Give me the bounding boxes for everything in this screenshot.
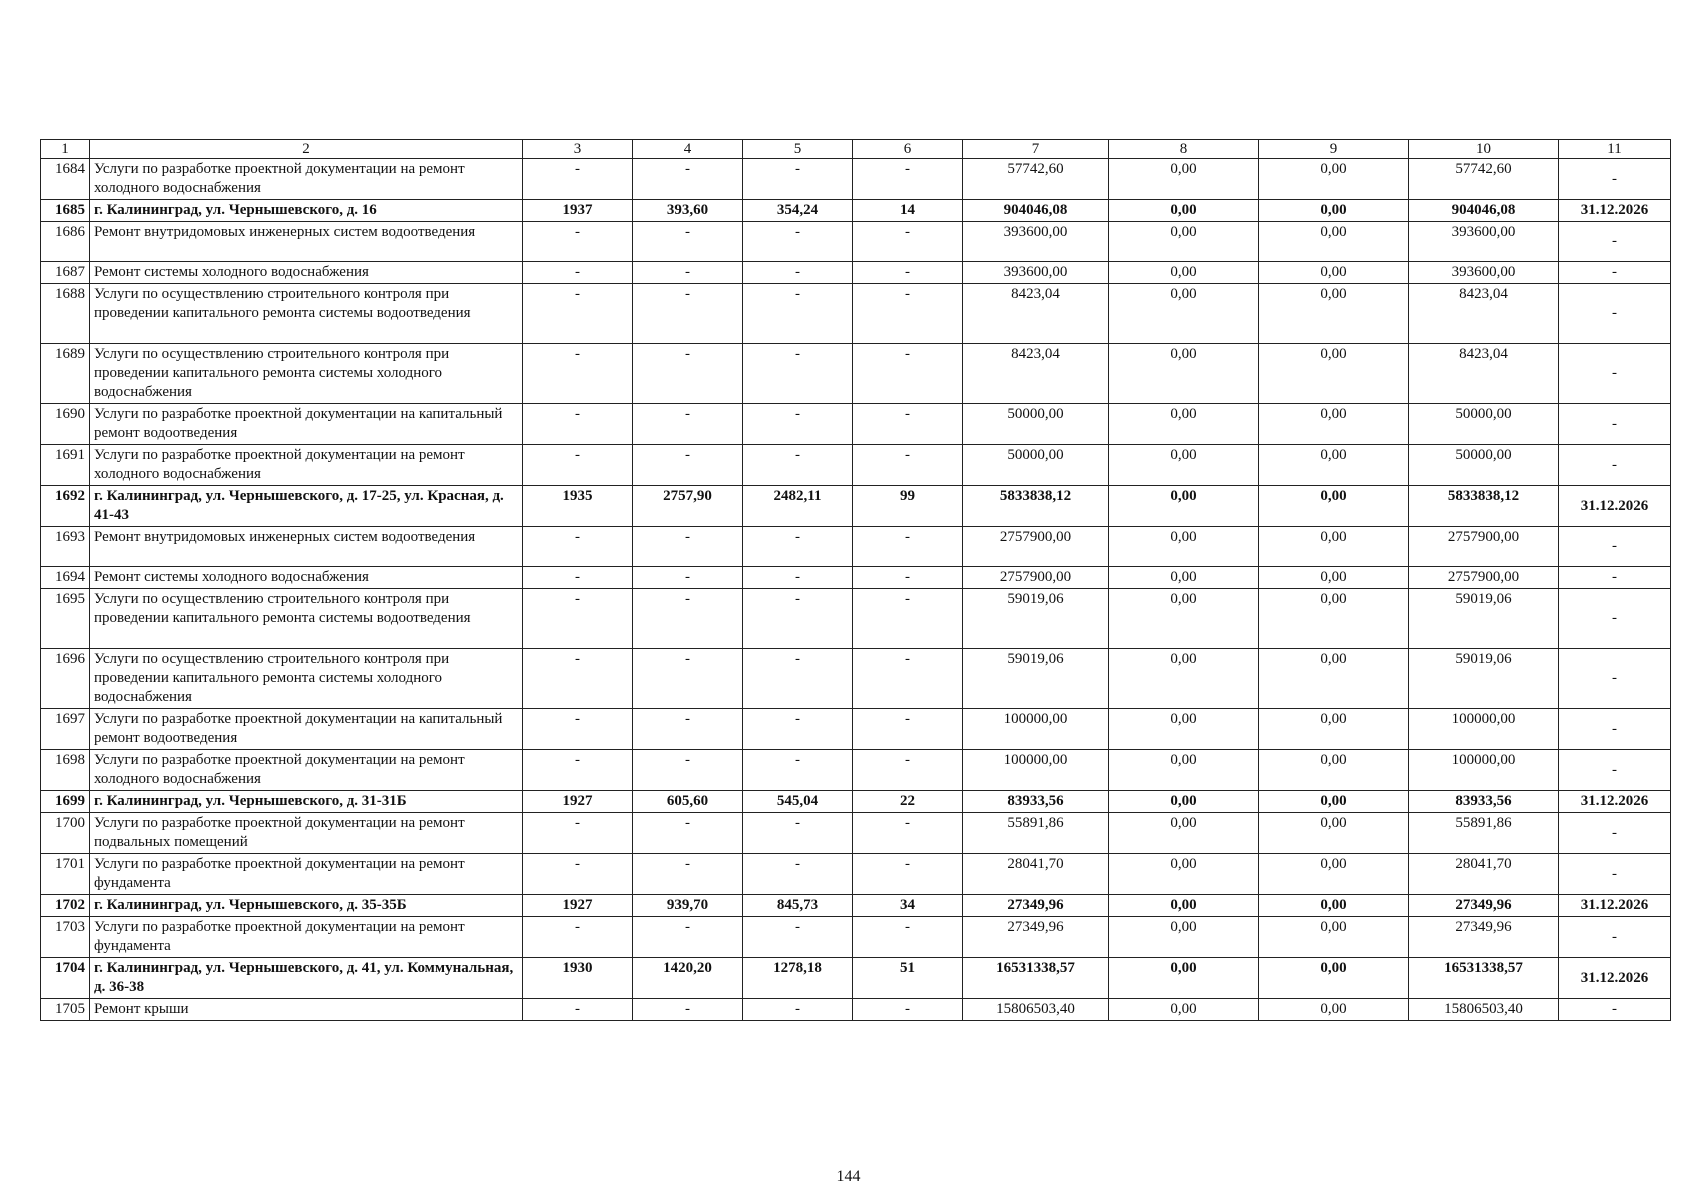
other-cost: 0,00: [1259, 527, 1409, 567]
header-row: [41, 140, 1671, 159]
year-built: -: [523, 813, 633, 854]
header-cell: 9: [1259, 140, 1409, 159]
year-built: -: [523, 284, 633, 344]
work-row: [41, 284, 1671, 344]
row-number: 1690: [41, 404, 90, 445]
header-cell: 6: [853, 140, 963, 159]
year-built: -: [523, 445, 633, 486]
completion-date: -: [1559, 567, 1671, 589]
owners-cost: 59019,06: [1409, 589, 1559, 649]
header-cell: 11: [1559, 140, 1671, 159]
fund-cost: 0,00: [1109, 159, 1259, 200]
other-cost: 0,00: [1259, 589, 1409, 649]
table-body: [41, 140, 1671, 1021]
residents: -: [853, 404, 963, 445]
residents: 34: [853, 895, 963, 917]
total-area: 1420,20: [633, 958, 743, 999]
year-built: -: [523, 262, 633, 284]
total-cost: 8423,04: [963, 344, 1109, 404]
fund-cost: 0,00: [1109, 750, 1259, 791]
work-name: г. Калининград, ул. Чернышевского, д. 17-25, ул. Красная, д. 41-43: [90, 486, 523, 527]
owners-cost: 5833838,12: [1409, 486, 1559, 527]
work-name: Ремонт внутридомовых инженерных систем водоотведения: [90, 222, 523, 262]
fund-cost: 0,00: [1109, 999, 1259, 1021]
completion-date: -: [1559, 750, 1671, 791]
address-row: [41, 958, 1671, 999]
work-row: [41, 750, 1671, 791]
work-row: [41, 159, 1671, 200]
row-number: 1699: [41, 791, 90, 813]
owners-cost: 28041,70: [1409, 854, 1559, 895]
completion-date: -: [1559, 159, 1671, 200]
year-built: -: [523, 709, 633, 750]
work-name: Услуги по разработке проектной документации на ремонт подвальных помещений: [90, 813, 523, 854]
living-area: -: [743, 222, 853, 262]
row-number: 1686: [41, 222, 90, 262]
total-area: -: [633, 527, 743, 567]
work-name: Услуги по осуществлению строительного контроля при проведении капитального ремонта системы холодного водоснабжения: [90, 649, 523, 709]
other-cost: 0,00: [1259, 200, 1409, 222]
owners-cost: 2757900,00: [1409, 527, 1559, 567]
total-area: -: [633, 999, 743, 1021]
other-cost: 0,00: [1259, 999, 1409, 1021]
total-cost: 15806503,40: [963, 999, 1109, 1021]
year-built: -: [523, 404, 633, 445]
living-area: 354,24: [743, 200, 853, 222]
work-name: Услуги по разработке проектной документации на капитальный ремонт водоотведения: [90, 404, 523, 445]
residents: -: [853, 222, 963, 262]
residents: -: [853, 262, 963, 284]
work-name: Услуги по разработке проектной документации на ремонт холодного водоснабжения: [90, 159, 523, 200]
other-cost: 0,00: [1259, 958, 1409, 999]
total-cost: 50000,00: [963, 445, 1109, 486]
other-cost: 0,00: [1259, 917, 1409, 958]
completion-date: -: [1559, 999, 1671, 1021]
total-area: -: [633, 445, 743, 486]
year-built: -: [523, 567, 633, 589]
living-area: -: [743, 709, 853, 750]
total-area: 2757,90: [633, 486, 743, 527]
other-cost: 0,00: [1259, 404, 1409, 445]
total-area: 939,70: [633, 895, 743, 917]
row-number: 1696: [41, 649, 90, 709]
work-row: [41, 917, 1671, 958]
completion-date: -: [1559, 589, 1671, 649]
work-row: [41, 999, 1671, 1021]
living-area: -: [743, 649, 853, 709]
living-area: -: [743, 404, 853, 445]
living-area: -: [743, 159, 853, 200]
work-name: Услуги по разработке проектной документации на ремонт фундамента: [90, 917, 523, 958]
row-number: 1701: [41, 854, 90, 895]
row-number: 1687: [41, 262, 90, 284]
total-cost: 83933,56: [963, 791, 1109, 813]
completion-date: 31.12.2026: [1559, 486, 1671, 527]
other-cost: 0,00: [1259, 813, 1409, 854]
other-cost: 0,00: [1259, 262, 1409, 284]
header-cell: 7: [963, 140, 1109, 159]
completion-date: -: [1559, 445, 1671, 486]
total-cost: 27349,96: [963, 895, 1109, 917]
fund-cost: 0,00: [1109, 709, 1259, 750]
owners-cost: 100000,00: [1409, 709, 1559, 750]
row-number: 1705: [41, 999, 90, 1021]
completion-date: 31.12.2026: [1559, 200, 1671, 222]
work-name: Услуги по осуществлению строительного контроля при проведении капитального ремонта системы водоотведения: [90, 589, 523, 649]
work-name: Ремонт системы холодного водоснабжения: [90, 567, 523, 589]
year-built: -: [523, 649, 633, 709]
residents: -: [853, 813, 963, 854]
total-cost: 27349,96: [963, 917, 1109, 958]
fund-cost: 0,00: [1109, 344, 1259, 404]
work-name: Ремонт системы холодного водоснабжения: [90, 262, 523, 284]
residents: -: [853, 709, 963, 750]
year-built: -: [523, 159, 633, 200]
residents: 14: [853, 200, 963, 222]
work-row: [41, 813, 1671, 854]
living-area: -: [743, 813, 853, 854]
owners-cost: 904046,08: [1409, 200, 1559, 222]
total-area: 605,60: [633, 791, 743, 813]
header-cell: 8: [1109, 140, 1259, 159]
residents: -: [853, 917, 963, 958]
owners-cost: 27349,96: [1409, 895, 1559, 917]
total-area: -: [633, 750, 743, 791]
row-number: 1695: [41, 589, 90, 649]
header-cell: 4: [633, 140, 743, 159]
row-number: 1691: [41, 445, 90, 486]
residents: -: [853, 999, 963, 1021]
row-number: 1685: [41, 200, 90, 222]
other-cost: 0,00: [1259, 284, 1409, 344]
total-cost: 2757900,00: [963, 527, 1109, 567]
living-area: -: [743, 589, 853, 649]
residents: 99: [853, 486, 963, 527]
fund-cost: 0,00: [1109, 917, 1259, 958]
total-cost: 28041,70: [963, 854, 1109, 895]
living-area: -: [743, 917, 853, 958]
fund-cost: 0,00: [1109, 200, 1259, 222]
address-row: [41, 200, 1671, 222]
header-cell: 3: [523, 140, 633, 159]
work-name: г. Калининград, ул. Чернышевского, д. 35-35Б: [90, 895, 523, 917]
residents: -: [853, 750, 963, 791]
total-area: -: [633, 262, 743, 284]
living-area: -: [743, 445, 853, 486]
living-area: -: [743, 262, 853, 284]
total-area: -: [633, 344, 743, 404]
row-number: 1692: [41, 486, 90, 527]
work-name: Услуги по осуществлению строительного контроля при проведении капитального ремонта системы водоотведения: [90, 284, 523, 344]
row-number: 1693: [41, 527, 90, 567]
year-built: 1927: [523, 791, 633, 813]
living-area: -: [743, 344, 853, 404]
total-cost: 393600,00: [963, 222, 1109, 262]
total-area: 393,60: [633, 200, 743, 222]
residents: -: [853, 589, 963, 649]
owners-cost: 59019,06: [1409, 649, 1559, 709]
other-cost: 0,00: [1259, 486, 1409, 527]
other-cost: 0,00: [1259, 649, 1409, 709]
residents: -: [853, 445, 963, 486]
row-number: 1698: [41, 750, 90, 791]
work-row: [41, 445, 1671, 486]
total-area: -: [633, 159, 743, 200]
fund-cost: 0,00: [1109, 262, 1259, 284]
other-cost: 0,00: [1259, 895, 1409, 917]
fund-cost: 0,00: [1109, 527, 1259, 567]
living-area: 2482,11: [743, 486, 853, 527]
other-cost: 0,00: [1259, 222, 1409, 262]
residents: -: [853, 159, 963, 200]
work-name: Услуги по разработке проектной документации на ремонт холодного водоснабжения: [90, 445, 523, 486]
living-area: -: [743, 284, 853, 344]
works-table: [40, 139, 1671, 1021]
completion-date: -: [1559, 813, 1671, 854]
completion-date: -: [1559, 709, 1671, 750]
fund-cost: 0,00: [1109, 791, 1259, 813]
work-row: [41, 344, 1671, 404]
year-built: 1937: [523, 200, 633, 222]
total-cost: 2757900,00: [963, 567, 1109, 589]
work-name: Ремонт крыши: [90, 999, 523, 1021]
year-built: -: [523, 917, 633, 958]
fund-cost: 0,00: [1109, 445, 1259, 486]
total-area: -: [633, 649, 743, 709]
living-area: -: [743, 999, 853, 1021]
other-cost: 0,00: [1259, 159, 1409, 200]
row-number: 1684: [41, 159, 90, 200]
work-name: г. Калининград, ул. Чернышевского, д. 31-31Б: [90, 791, 523, 813]
owners-cost: 2757900,00: [1409, 567, 1559, 589]
completion-date: 31.12.2026: [1559, 958, 1671, 999]
fund-cost: 0,00: [1109, 567, 1259, 589]
owners-cost: 8423,04: [1409, 344, 1559, 404]
work-name: г. Калининград, ул. Чернышевского, д. 16: [90, 200, 523, 222]
completion-date: -: [1559, 527, 1671, 567]
owners-cost: 8423,04: [1409, 284, 1559, 344]
residents: 51: [853, 958, 963, 999]
owners-cost: 393600,00: [1409, 222, 1559, 262]
completion-date: 31.12.2026: [1559, 791, 1671, 813]
owners-cost: 50000,00: [1409, 404, 1559, 445]
total-area: -: [633, 917, 743, 958]
total-area: -: [633, 567, 743, 589]
total-area: -: [633, 404, 743, 445]
living-area: -: [743, 854, 853, 895]
owners-cost: 83933,56: [1409, 791, 1559, 813]
year-built: -: [523, 999, 633, 1021]
year-built: -: [523, 344, 633, 404]
address-row: [41, 791, 1671, 813]
total-cost: 100000,00: [963, 750, 1109, 791]
fund-cost: 0,00: [1109, 854, 1259, 895]
owners-cost: 50000,00: [1409, 445, 1559, 486]
total-area: -: [633, 854, 743, 895]
residents: -: [853, 854, 963, 895]
fund-cost: 0,00: [1109, 813, 1259, 854]
row-number: 1689: [41, 344, 90, 404]
year-built: -: [523, 527, 633, 567]
owners-cost: 393600,00: [1409, 262, 1559, 284]
work-row: [41, 262, 1671, 284]
living-area: -: [743, 567, 853, 589]
total-cost: 59019,06: [963, 589, 1109, 649]
total-area: -: [633, 709, 743, 750]
residents: -: [853, 344, 963, 404]
total-area: -: [633, 222, 743, 262]
year-built: -: [523, 222, 633, 262]
completion-date: -: [1559, 344, 1671, 404]
living-area: 845,73: [743, 895, 853, 917]
completion-date: -: [1559, 917, 1671, 958]
work-name: Услуги по осуществлению строительного контроля при проведении капитального ремонта системы холодного водоснабжения: [90, 344, 523, 404]
other-cost: 0,00: [1259, 750, 1409, 791]
year-built: 1927: [523, 895, 633, 917]
address-row: [41, 895, 1671, 917]
residents: -: [853, 527, 963, 567]
work-row: [41, 567, 1671, 589]
residents: -: [853, 567, 963, 589]
work-name: Услуги по разработке проектной документации на капитальный ремонт водоотведения: [90, 709, 523, 750]
owners-cost: 100000,00: [1409, 750, 1559, 791]
total-cost: 55891,86: [963, 813, 1109, 854]
fund-cost: 0,00: [1109, 958, 1259, 999]
living-area: -: [743, 750, 853, 791]
completion-date: -: [1559, 222, 1671, 262]
completion-date: -: [1559, 854, 1671, 895]
fund-cost: 0,00: [1109, 649, 1259, 709]
work-row: [41, 404, 1671, 445]
work-row: [41, 222, 1671, 262]
total-cost: 57742,60: [963, 159, 1109, 200]
row-number: 1694: [41, 567, 90, 589]
fund-cost: 0,00: [1109, 284, 1259, 344]
work-row: [41, 527, 1671, 567]
other-cost: 0,00: [1259, 791, 1409, 813]
work-name: Услуги по разработке проектной документации на ремонт холодного водоснабжения: [90, 750, 523, 791]
fund-cost: 0,00: [1109, 895, 1259, 917]
living-area: -: [743, 527, 853, 567]
total-cost: 50000,00: [963, 404, 1109, 445]
header-cell: 10: [1409, 140, 1559, 159]
fund-cost: 0,00: [1109, 404, 1259, 445]
row-number: 1697: [41, 709, 90, 750]
row-number: 1703: [41, 917, 90, 958]
work-row: [41, 649, 1671, 709]
year-built: -: [523, 750, 633, 791]
work-row: [41, 589, 1671, 649]
residents: -: [853, 284, 963, 344]
work-row: [41, 854, 1671, 895]
total-cost: 100000,00: [963, 709, 1109, 750]
header-cell: 5: [743, 140, 853, 159]
completion-date: -: [1559, 284, 1671, 344]
completion-date: -: [1559, 649, 1671, 709]
fund-cost: 0,00: [1109, 589, 1259, 649]
other-cost: 0,00: [1259, 854, 1409, 895]
total-area: -: [633, 284, 743, 344]
owners-cost: 16531338,57: [1409, 958, 1559, 999]
fund-cost: 0,00: [1109, 222, 1259, 262]
total-cost: 393600,00: [963, 262, 1109, 284]
work-row: [41, 709, 1671, 750]
owners-cost: 27349,96: [1409, 917, 1559, 958]
total-cost: 8423,04: [963, 284, 1109, 344]
owners-cost: 57742,60: [1409, 159, 1559, 200]
row-number: 1700: [41, 813, 90, 854]
total-cost: 904046,08: [963, 200, 1109, 222]
completion-date: -: [1559, 262, 1671, 284]
row-number: 1704: [41, 958, 90, 999]
living-area: 545,04: [743, 791, 853, 813]
total-cost: 5833838,12: [963, 486, 1109, 527]
header-cell: 1: [41, 140, 90, 159]
owners-cost: 15806503,40: [1409, 999, 1559, 1021]
residents: -: [853, 649, 963, 709]
row-number: 1688: [41, 284, 90, 344]
header-cell: 2: [90, 140, 523, 159]
row-number: 1702: [41, 895, 90, 917]
year-built: 1930: [523, 958, 633, 999]
fund-cost: 0,00: [1109, 486, 1259, 527]
total-area: -: [633, 589, 743, 649]
residents: 22: [853, 791, 963, 813]
work-name: Услуги по разработке проектной документации на ремонт фундамента: [90, 854, 523, 895]
page-number: 144: [836, 1168, 861, 1185]
total-area: -: [633, 813, 743, 854]
total-cost: 16531338,57: [963, 958, 1109, 999]
year-built: 1935: [523, 486, 633, 527]
year-built: -: [523, 589, 633, 649]
total-cost: 59019,06: [963, 649, 1109, 709]
address-row: [41, 486, 1671, 527]
year-built: -: [523, 854, 633, 895]
other-cost: 0,00: [1259, 445, 1409, 486]
other-cost: 0,00: [1259, 567, 1409, 589]
other-cost: 0,00: [1259, 344, 1409, 404]
completion-date: 31.12.2026: [1559, 895, 1671, 917]
completion-date: -: [1559, 404, 1671, 445]
work-name: г. Калининград, ул. Чернышевского, д. 41, ул. Коммунальная, д. 36-38: [90, 958, 523, 999]
other-cost: 0,00: [1259, 709, 1409, 750]
work-name: Ремонт внутридомовых инженерных систем водоотведения: [90, 527, 523, 567]
living-area: 1278,18: [743, 958, 853, 999]
owners-cost: 55891,86: [1409, 813, 1559, 854]
